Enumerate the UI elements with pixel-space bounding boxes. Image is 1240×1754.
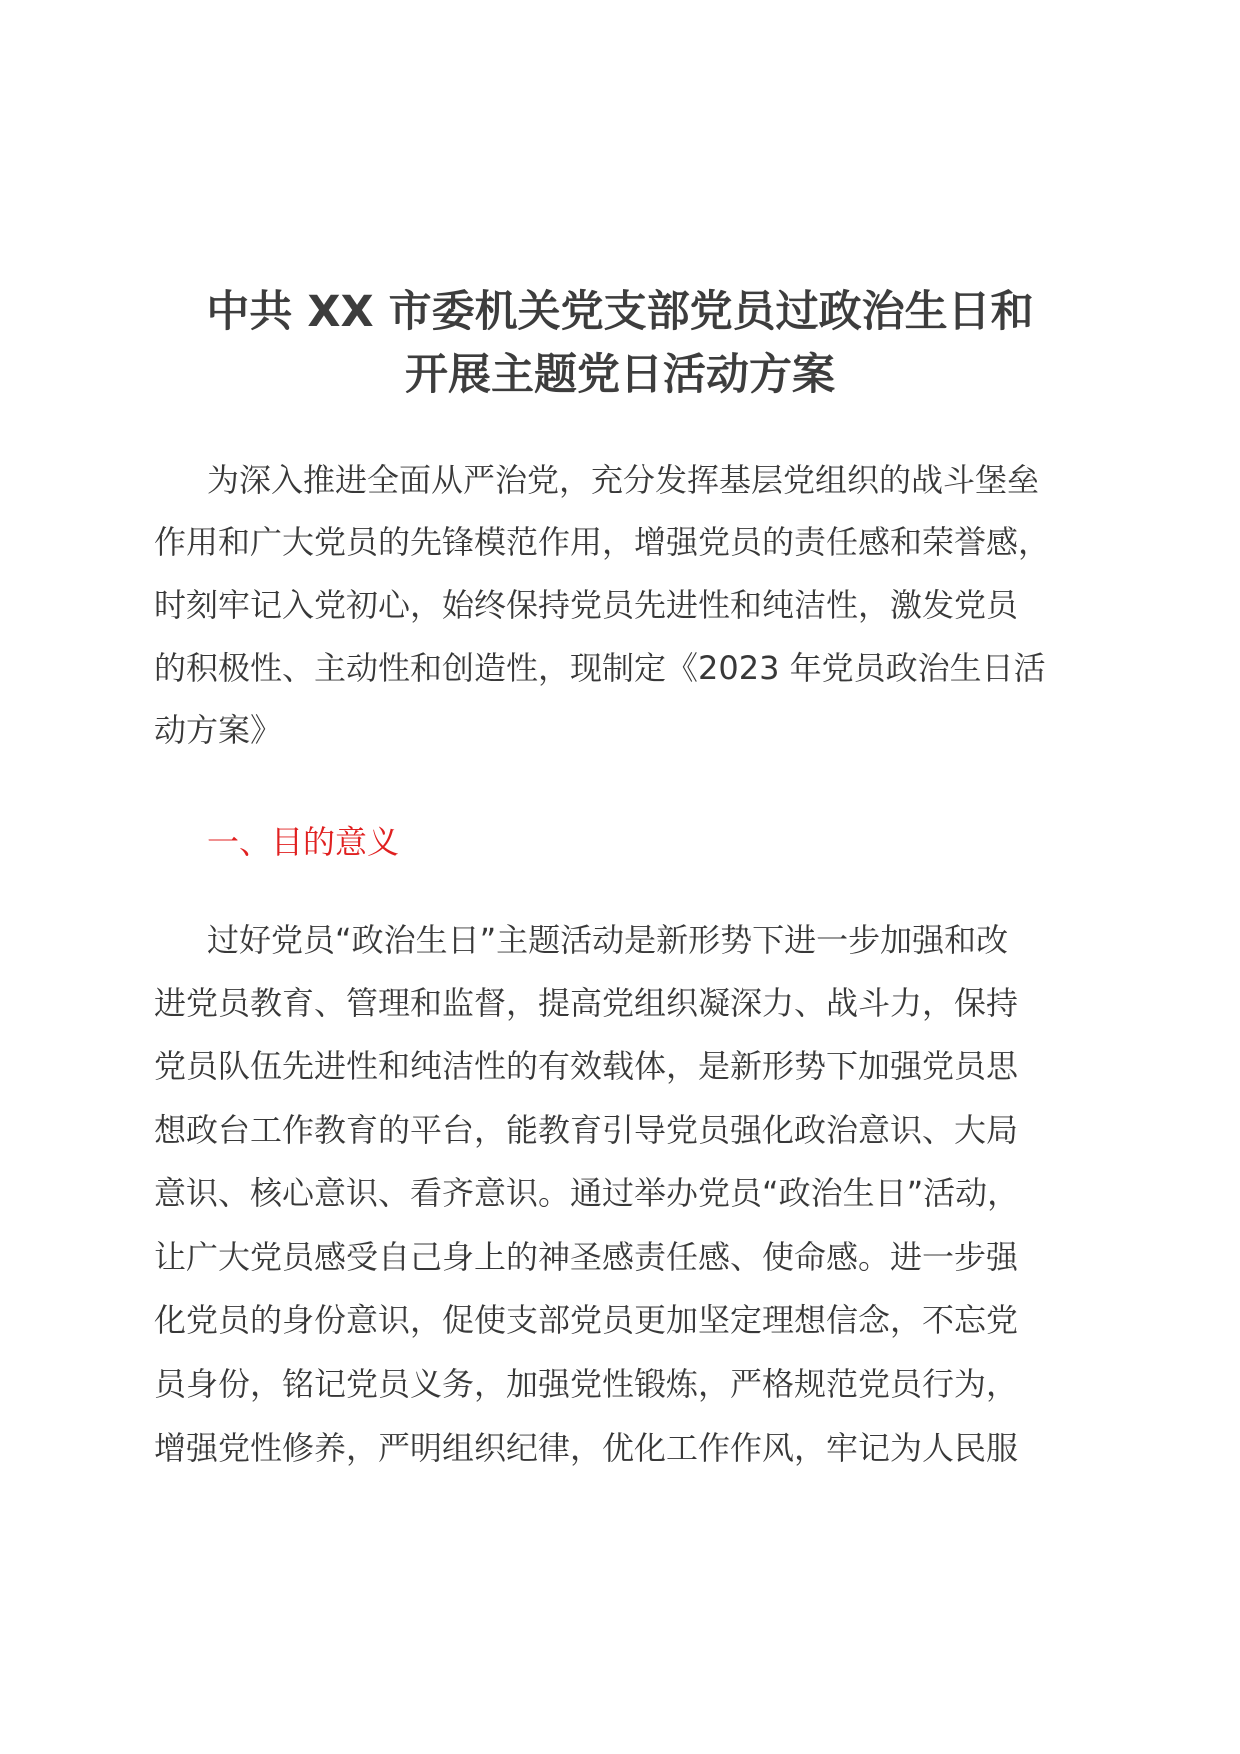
intro-line: 动方案》 xyxy=(154,711,283,749)
section-1-line: 进党员教育、管理和监督，提高党组织凝深力、战斗力，保持 xyxy=(154,984,1019,1022)
intro-line: 为深入推进全面从严治党，充分发挥基层党组织的战斗堡垒 xyxy=(207,461,1040,499)
section-1-line: 想政台工作教育的平台，能教育引导党员强化政治意识、大局 xyxy=(154,1111,1019,1149)
intro-line: 的积极性、主动性和创造性，现制定《2023 年党员政治生日活 xyxy=(154,649,1046,687)
section-1-line: 让广大党员感受自己身上的神圣感责任感、使命感。进一步强 xyxy=(154,1238,1019,1276)
section-1-line: 过好党员“政治生日”主题活动是新形势下进一步加强和改 xyxy=(207,921,1009,959)
intro-line: 作用和广大党员的先锋模范作用，增强党员的责任感和荣誉感， xyxy=(154,523,1051,561)
section-1-line: 员身份，铭记党员义务，加强党性锻炼，严格规范党员行为， xyxy=(154,1365,1019,1403)
intro-line: 时刻牢记入党初心，始终保持党员先进性和纯洁性，激发党员 xyxy=(154,586,1019,624)
document-title-line-1: 中共 XX 市委机关党支部党员过政治生日和 xyxy=(206,287,1034,337)
section-1-line: 党员队伍先进性和纯洁性的有效载体，是新形势下加强党员思 xyxy=(154,1047,1019,1085)
section-1-line: 增强党性修养，严明组织纪律，优化工作作风，牢记为人民服 xyxy=(154,1429,1019,1467)
section-heading-purpose: 一、目的意义 xyxy=(207,823,400,861)
section-1-line: 意识、核心意识、看齐意识。通过举办党员“政治生日”活动， xyxy=(154,1174,1020,1212)
section-1-line: 化党员的身份意识，促使支部党员更加坚定理想信念，不忘党 xyxy=(154,1301,1019,1339)
document-title-line-2: 开展主题党日活动方案 xyxy=(405,350,835,400)
